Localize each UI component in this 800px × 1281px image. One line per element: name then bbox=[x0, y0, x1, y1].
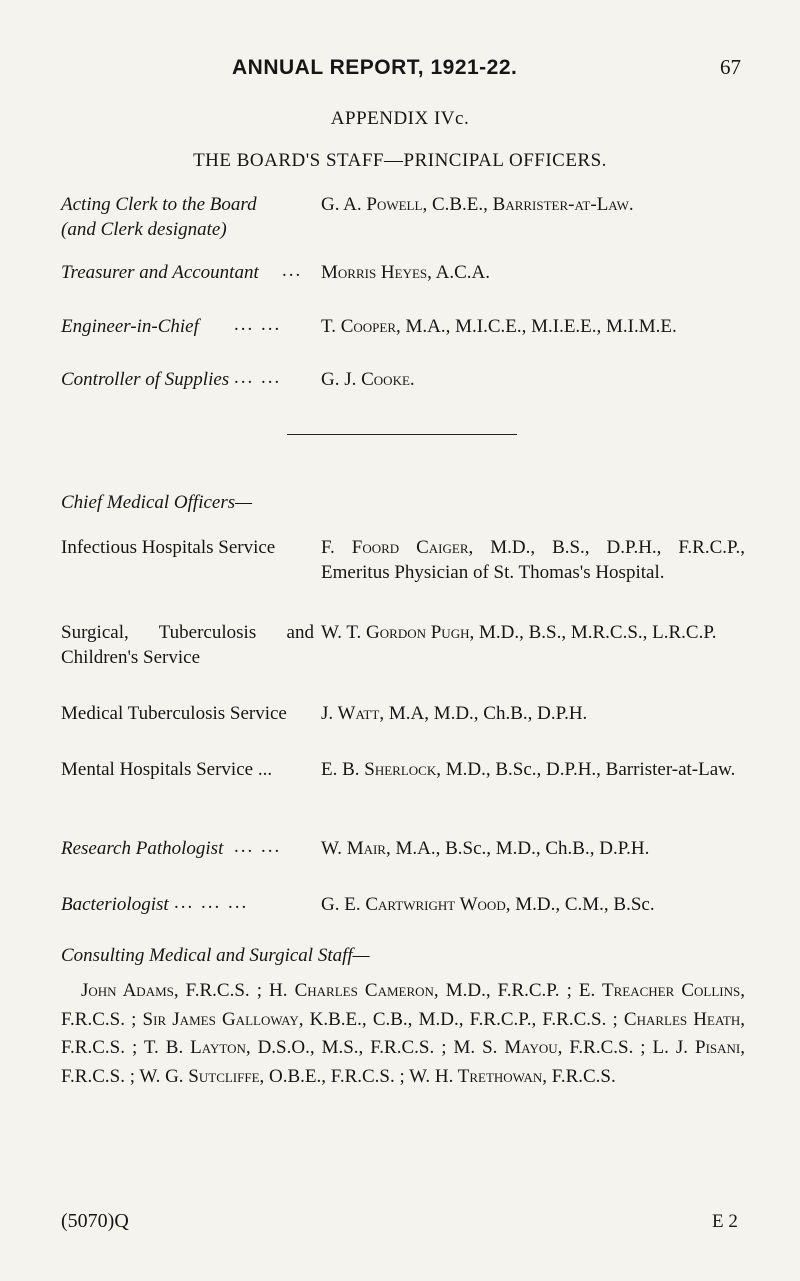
officer-name: T. Cooper, M.A., M.I.C.E., M.I.E.E., M.I.M.E. bbox=[321, 316, 677, 337]
officer-name: G. A. Powell, C.B.E., Barrister-at-Law. bbox=[321, 194, 634, 215]
service-label: Medical Tuberculosis Service bbox=[61, 703, 287, 724]
service-officer: F. Foord Caiger, M.D., B.S., D.P.H., F.R.C.P., Emeritus Physician of St. Thomas's Hospital. bbox=[321, 537, 745, 583]
officer-name: W. Mair, M.A., B.Sc., M.D., Ch.B., D.P.H. bbox=[321, 838, 650, 859]
running-header: ANNUAL REPORT, 1921-22. bbox=[232, 56, 518, 79]
leader-dots: ... bbox=[282, 260, 303, 281]
officer-name: G. E. Cartwright Wood, M.D., C.M., B.Sc. bbox=[321, 894, 655, 915]
service-officer: W. T. Gordon Pugh, M.D., B.S., M.R.C.S., L.R.C.P. bbox=[321, 622, 717, 643]
consulting-staff-list: John Adams, F.R.C.S. ; H. Charles Cameron, M.D., F.R.C.P. ; E. Treacher Collins, F.R.C.S. ; Sir James Galloway, K.B.E., C.B., M.D., F.R.C.P., F.R.C.S. ; Charles Heath, F.R.C.S. ; T. B. Layton, D.S.O., M.S., F.R.C.S. ; M. S. Mayou, F.R.C.S. ; L. J. Pisani, F.R.C.S. ; W. G. Sutcliffe, O.B.E., F.R.C.S. ; W. H. Trethowan, F.R.C.S. bbox=[61, 980, 745, 1087]
service-label: Mental Hospitals Service ... bbox=[61, 759, 273, 780]
officer-role: Bacteriologist bbox=[61, 894, 169, 915]
leader-dots: ... ... bbox=[234, 367, 282, 388]
officer-role: Engineer-in-Chief bbox=[61, 316, 199, 337]
appendix-title: APPENDIX IVc. bbox=[330, 108, 470, 129]
leader-dots: ... ... bbox=[234, 314, 282, 335]
print-code: (5070)Q bbox=[61, 1210, 129, 1232]
section-heading: Chief Medical Officers— bbox=[61, 492, 253, 513]
leader-dots: ... ... ... bbox=[174, 892, 249, 913]
section-divider bbox=[287, 434, 517, 435]
officer-role: Research Pathologist bbox=[61, 838, 224, 859]
page-number: 67 bbox=[720, 55, 741, 79]
officer-role: Treasurer and Accountant bbox=[61, 262, 259, 283]
section-heading: Consulting Medical and Surgical Staff— bbox=[61, 945, 370, 966]
signature-mark: E 2 bbox=[712, 1211, 738, 1232]
service-officer: J. Watt, M.A, M.D., Ch.B., D.P.H. bbox=[321, 703, 588, 724]
service-label: Infectious Hospitals Service bbox=[61, 537, 276, 558]
officer-name: Morris Heyes, A.C.A. bbox=[321, 262, 490, 283]
service-officer: E. B. Sherlock, M.D., B.Sc., D.P.H., Barrister-at-Law. bbox=[321, 759, 736, 780]
officer-name: G. J. Cooke. bbox=[321, 369, 415, 390]
officer-role: Acting Clerk to the Board (and Clerk designate) bbox=[61, 194, 257, 240]
officer-role: Controller of Supplies bbox=[61, 369, 230, 390]
service-label: Surgical, Tuberculosis and Children's Service bbox=[61, 622, 314, 668]
appendix-subtitle: THE BOARD'S STAFF—PRINCIPAL OFFICERS. bbox=[193, 150, 607, 171]
leader-dots: ... ... bbox=[234, 836, 282, 857]
